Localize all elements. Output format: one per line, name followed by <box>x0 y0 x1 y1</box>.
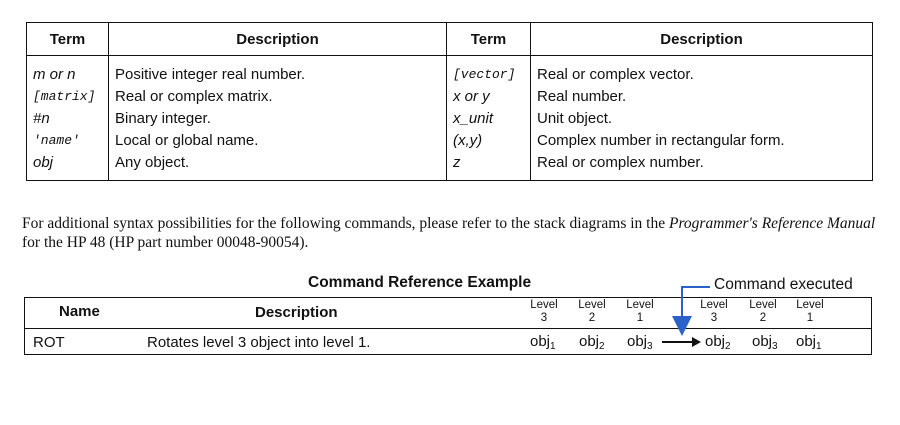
level-after-3: Level 3 <box>700 299 728 324</box>
level-before-3: Level 3 <box>530 299 558 324</box>
term-cell: x_unit <box>447 108 531 130</box>
note-text-end: for the HP 48 (HP part number 00048-90054). <box>22 234 309 251</box>
term-cell: 'name' <box>27 130 109 152</box>
stack-object-before: obj$_3$ <box>627 333 653 352</box>
term-cell: #n <box>27 108 109 130</box>
term-cell: (x,y) <box>447 130 531 152</box>
example-title: Command Reference Example <box>308 274 532 291</box>
term-header-1: Term <box>27 23 109 56</box>
manual-title: Programmer's Reference Manual <box>668 215 876 232</box>
level-before-2: Level 2 <box>578 299 606 324</box>
description-cell: Complex number in rectangular form. <box>531 130 873 152</box>
execution-arrowhead-icon <box>692 337 701 347</box>
description-header-2: Description <box>531 23 873 56</box>
name-header: Name <box>59 303 100 320</box>
description-cell: Binary integer. <box>109 108 447 130</box>
term-cell: z <box>447 152 531 181</box>
term-header-2: Term <box>447 23 531 56</box>
description-header: Description <box>255 304 338 321</box>
term-cell: [matrix] <box>27 86 109 108</box>
description-cell: Real or complex number. <box>531 152 873 181</box>
description-cell: Positive integer real number. <box>109 56 447 87</box>
description-cell: Local or global name. <box>109 130 447 152</box>
description-cell: Real or complex vector. <box>531 56 873 87</box>
description-cell: Real number. <box>531 86 873 108</box>
stack-object-before: obj$_1$ <box>530 333 556 352</box>
term-cell: obj <box>27 152 109 181</box>
command-name: ROT <box>33 334 65 351</box>
level-before-1: Level 1 <box>626 299 654 324</box>
level-after-2: Level 2 <box>749 299 777 324</box>
note-text-start: For additional syntax possibilities for the following commands, please refer to the stack diagrams in the <box>22 215 669 232</box>
command-executed-pointer-icon <box>682 287 710 326</box>
term-cell: m or n <box>27 56 109 87</box>
command-description: Rotates level 3 object into level 1. <box>147 334 371 351</box>
description-cell: Real or complex matrix. <box>109 86 447 108</box>
description-header-1: Description <box>109 23 447 56</box>
term-cell: [vector] <box>447 56 531 87</box>
level-after-1: Level 1 <box>796 299 824 324</box>
command-executed-label: Command executed <box>714 276 853 293</box>
description-cell: Any object. <box>109 152 447 181</box>
term-cell: x or y <box>447 86 531 108</box>
stack-object-before: obj$_2$ <box>579 333 605 352</box>
stack-object-after: obj$_3$ <box>752 333 778 352</box>
stack-object-after: obj$_2$ <box>705 333 731 352</box>
description-cell: Unit object. <box>531 108 873 130</box>
stack-object-after: obj$_1$ <box>796 333 822 352</box>
